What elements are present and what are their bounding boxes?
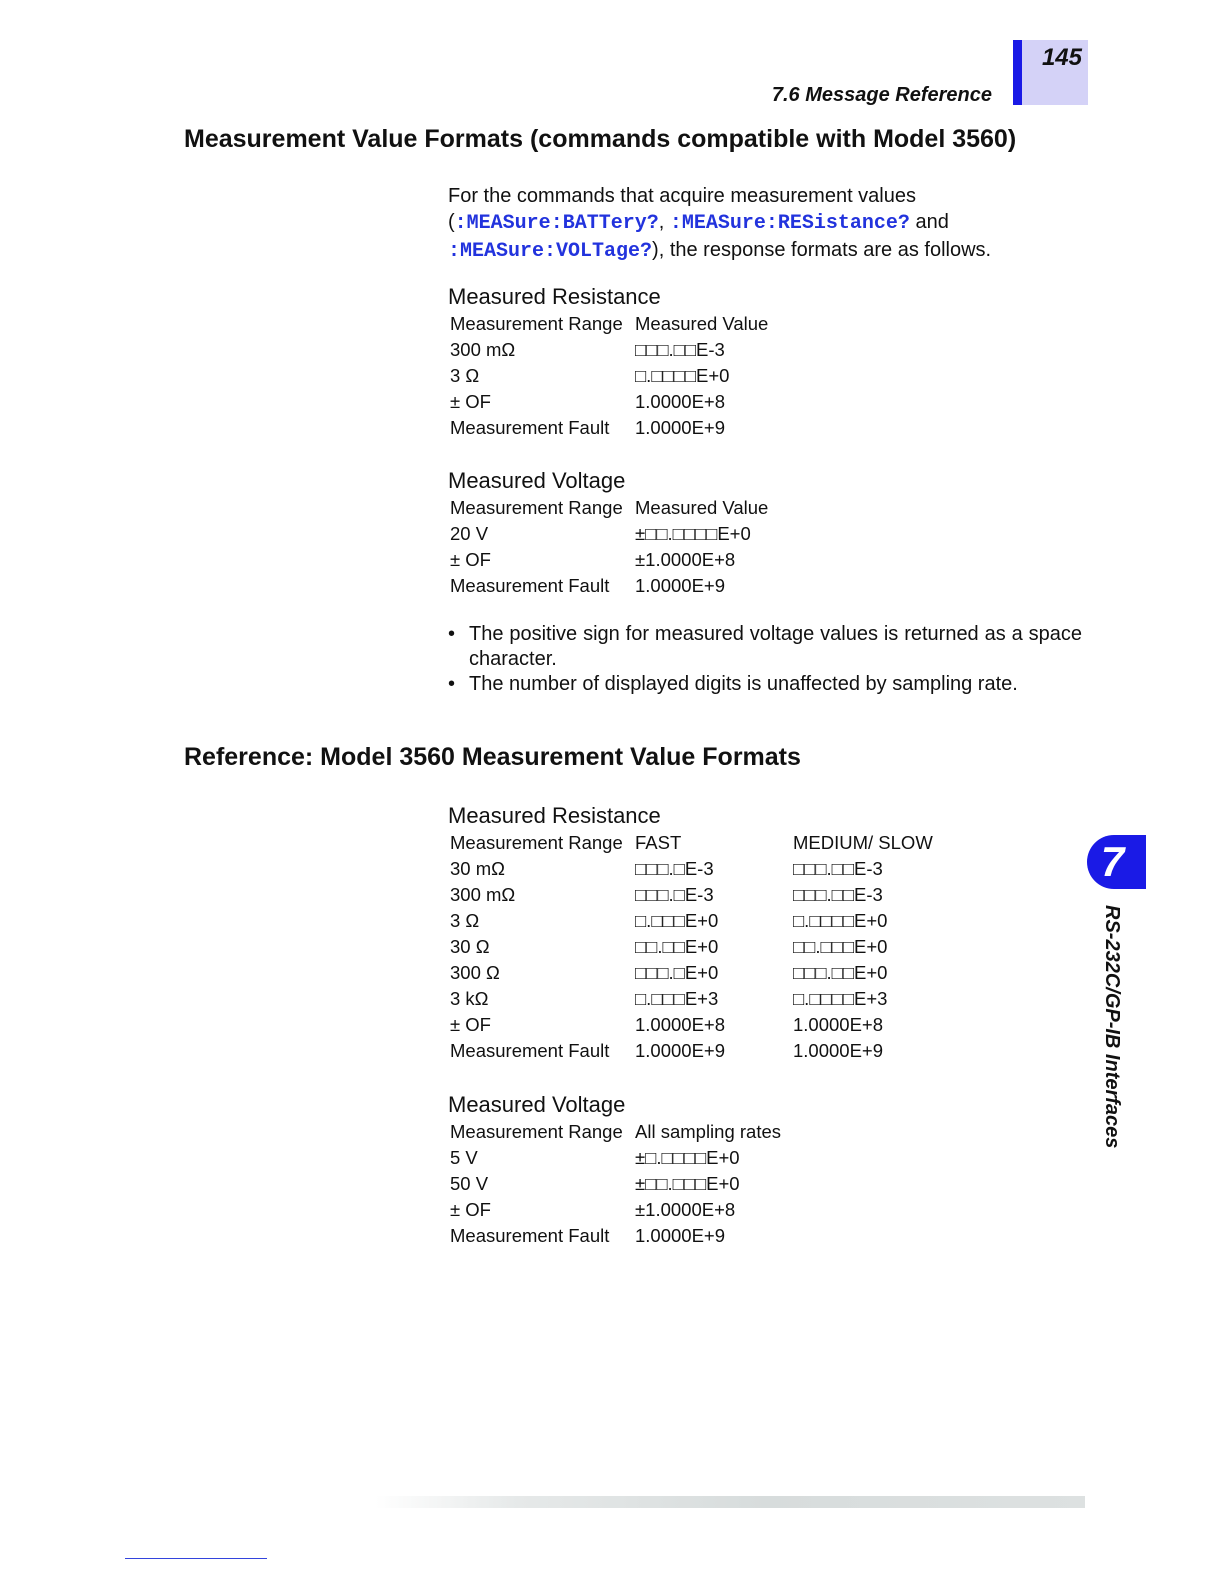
medium-slow-cell: 1.0000E+8 xyxy=(793,1014,884,1035)
intro-tail: ), the response formats are as follows. xyxy=(652,239,992,261)
intro-and: and xyxy=(909,211,949,233)
bullet: • xyxy=(448,673,456,695)
page-number: 145 xyxy=(1041,44,1082,71)
fast-cell: 1.0000E+8 xyxy=(635,1014,726,1035)
chapter-tab: 7 xyxy=(1087,835,1146,889)
range-cell: ± OF xyxy=(450,391,491,412)
range-cell: 30 Ω xyxy=(450,936,490,957)
s2-voltage-table xyxy=(450,1119,781,1249)
page-number-box xyxy=(1013,40,1088,105)
table-row xyxy=(450,986,993,1012)
range-cell: 300 Ω xyxy=(450,962,500,983)
fast-cell: □□□.□E+0 xyxy=(635,962,719,983)
value-cell: 1.0000E+8 xyxy=(635,391,726,412)
s2-resistance-title: Measured Resistance xyxy=(448,803,661,828)
table-row xyxy=(450,934,993,960)
range-cell: 300 mΩ xyxy=(450,339,516,360)
table-row xyxy=(450,1197,781,1223)
header-cell: Measured Value xyxy=(635,313,769,334)
range-cell: 3 kΩ xyxy=(450,988,489,1009)
running-header: 7.6 Message Reference xyxy=(771,84,992,106)
medium-slow-cell: □□□.□□E-3 xyxy=(793,858,883,879)
range-cell: Measurement Fault xyxy=(450,1040,610,1061)
header-cell: Measurement Range xyxy=(450,497,623,518)
medium-slow-cell: □□.□□□E+0 xyxy=(793,936,888,957)
header-cell: Measured Value xyxy=(635,497,769,518)
range-cell: 300 mΩ xyxy=(450,884,516,905)
range-cell: 20 V xyxy=(450,523,489,544)
header-cell: Measurement Range xyxy=(450,832,623,853)
medium-slow-cell: □□□.□□E+0 xyxy=(793,962,888,983)
s1-resistance-table xyxy=(450,311,768,441)
fast-cell: □.□□□E+3 xyxy=(635,988,719,1009)
table-row xyxy=(450,521,768,547)
range-cell: ± OF xyxy=(450,1199,491,1220)
command-battery: :MEASure:BATTery? xyxy=(454,212,659,235)
range-cell: 3 Ω xyxy=(450,910,480,931)
range-cell: ± OF xyxy=(450,1014,491,1035)
table-header-row xyxy=(450,830,993,856)
range-cell: 50 V xyxy=(450,1173,489,1194)
table-row xyxy=(450,547,768,573)
value-cell: □□□.□□E-3 xyxy=(635,339,725,360)
table-row xyxy=(450,1171,781,1197)
value-cell: ±1.0000E+8 xyxy=(635,1199,736,1220)
s1-voltage-title: Measured Voltage xyxy=(448,468,626,493)
value-cell: ±1.0000E+8 xyxy=(635,549,736,570)
fast-cell: □□□.□E-3 xyxy=(635,858,714,879)
table-row xyxy=(450,415,768,441)
note-item xyxy=(448,622,1082,672)
notes-list xyxy=(448,622,1082,697)
range-cell: Measurement Fault xyxy=(450,417,610,438)
header-cell: Measurement Range xyxy=(450,1121,623,1142)
table-row xyxy=(450,856,993,882)
value-cell: 1.0000E+9 xyxy=(635,1225,726,1246)
range-cell: 5 V xyxy=(450,1147,478,1168)
intro-line: For the commands that acquire measurement values xyxy=(448,185,916,207)
table-header-row xyxy=(450,311,768,337)
value-cell: ±□□.□□□E+0 xyxy=(635,1173,740,1194)
intro-comma: , xyxy=(658,211,670,233)
value-cell: 1.0000E+9 xyxy=(635,575,726,596)
fast-cell: □.□□□E+0 xyxy=(635,910,719,931)
s1-resistance-block xyxy=(448,283,768,441)
header-cell: All sampling rates xyxy=(635,1121,782,1142)
header-cell: FAST xyxy=(635,832,682,853)
medium-slow-cell: □.□□□□E+3 xyxy=(793,988,888,1009)
table-row xyxy=(450,363,768,389)
note-text: The positive sign for measured voltage values is returned as a space character. xyxy=(469,623,1082,670)
command-voltage: :MEASure:VOLTage? xyxy=(448,240,653,263)
fast-cell: 1.0000E+9 xyxy=(635,1040,726,1061)
table-header-row xyxy=(450,495,768,521)
table-row xyxy=(450,882,993,908)
intro-paren: ( xyxy=(448,211,455,233)
header-cell: Measurement Range xyxy=(450,313,623,334)
footer-decoration xyxy=(375,1496,1085,1508)
table-row xyxy=(450,908,993,934)
range-cell: ± OF xyxy=(450,549,491,570)
value-cell: ±□.□□□□E+0 xyxy=(635,1147,740,1168)
fast-cell: □□□.□E-3 xyxy=(635,884,714,905)
table-row xyxy=(450,337,768,363)
value-cell: 1.0000E+9 xyxy=(635,417,726,438)
value-cell: □.□□□□E+0 xyxy=(635,365,730,386)
table-row xyxy=(450,1038,993,1064)
s2-voltage-title: Measured Voltage xyxy=(448,1092,626,1117)
footer-rule xyxy=(125,1558,267,1559)
table-row xyxy=(450,960,993,986)
chapter-side-label: RS-232C/GP-IB Interfaces xyxy=(1101,905,1123,1149)
table-row xyxy=(450,389,768,415)
note-text: The number of displayed digits is unaffected by sampling rate. xyxy=(469,673,1018,695)
range-cell: 30 mΩ xyxy=(450,858,505,879)
intro-paragraph xyxy=(448,183,1088,265)
table-row xyxy=(450,1012,993,1038)
section-title-formats: Measurement Value Formats (commands compatible with Model 3560) xyxy=(184,125,1017,153)
table-row xyxy=(450,1223,781,1249)
range-cell: Measurement Fault xyxy=(450,575,610,596)
fast-cell: □□.□□E+0 xyxy=(635,936,719,957)
range-cell: Measurement Fault xyxy=(450,1225,610,1246)
bullet: • xyxy=(448,623,456,645)
value-cell: ±□□.□□□□E+0 xyxy=(635,523,751,544)
medium-slow-cell: 1.0000E+9 xyxy=(793,1040,884,1061)
note-item xyxy=(448,672,1082,697)
section-title-reference: Reference: Model 3560 Measurement Value Formats xyxy=(184,743,801,771)
s2-resistance-block xyxy=(448,802,993,1064)
medium-slow-cell: □.□□□□E+0 xyxy=(793,910,888,931)
medium-slow-cell: □□□.□□E-3 xyxy=(793,884,883,905)
table-header-row xyxy=(450,1119,781,1145)
s1-voltage-block xyxy=(448,467,768,599)
s2-voltage-block xyxy=(448,1091,781,1249)
s2-resistance-table xyxy=(450,830,993,1064)
table-row xyxy=(450,1145,781,1171)
range-cell: 3 Ω xyxy=(450,365,480,386)
command-resistance: :MEASure:RESistance? xyxy=(669,212,910,235)
s1-resistance-title: Measured Resistance xyxy=(448,284,661,309)
header-cell: MEDIUM/ SLOW xyxy=(793,832,933,853)
table-row xyxy=(450,573,768,599)
s1-voltage-table xyxy=(450,495,768,599)
